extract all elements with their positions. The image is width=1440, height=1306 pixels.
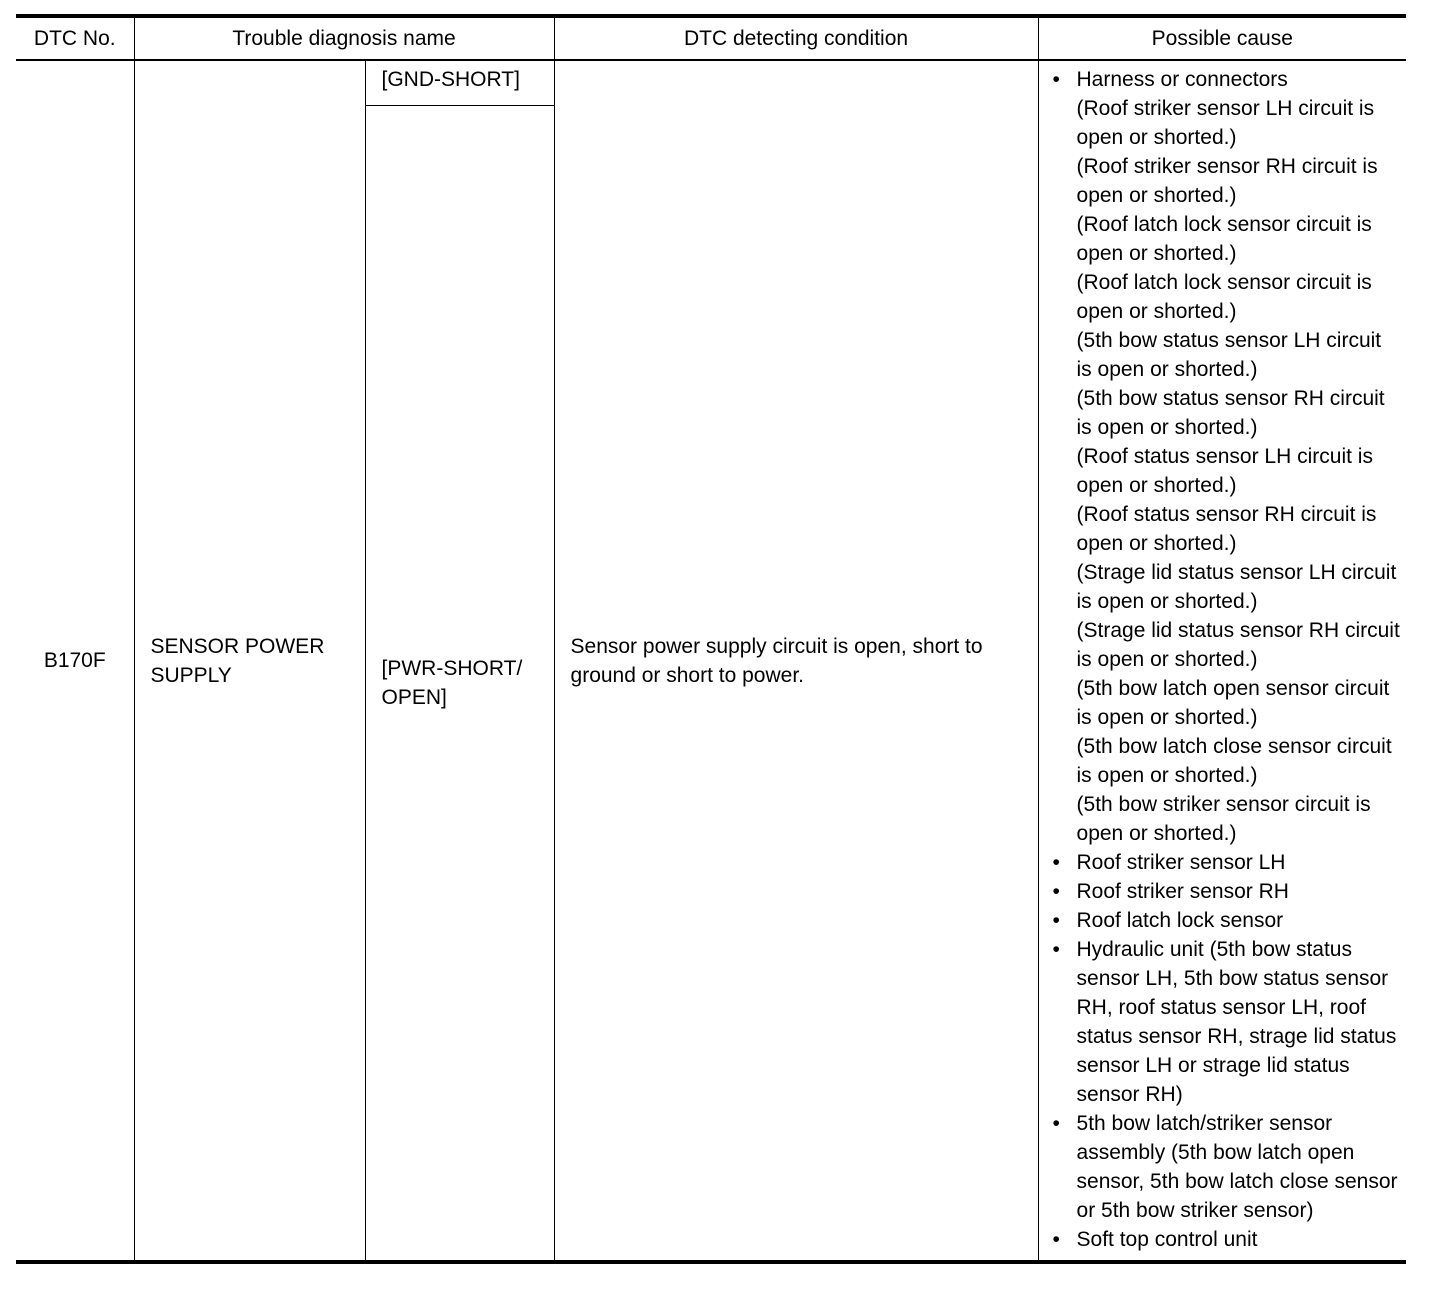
possible-cause-subitem: (Strage lid status sensor LH circuit is open or shorted.) bbox=[1076, 561, 1397, 613]
possible-cause-subitem: (5th bow latch open sensor circuit is open or shorted.) bbox=[1076, 677, 1390, 729]
possible-cause-item bbox=[1053, 65, 1401, 848]
trouble-name-cell: SENSOR POWER SUPPLY bbox=[134, 60, 365, 1262]
possible-cause-subitem: (Roof latch lock sensor circuit is open or shorted.) bbox=[1076, 213, 1372, 265]
possible-cause-item bbox=[1053, 906, 1401, 935]
possible-cause-subitem: (Roof latch lock sensor circuit is open or shorted.) bbox=[1076, 271, 1372, 323]
possible-cause-subitem: (5th bow latch close sensor circuit is open or shorted.) bbox=[1076, 735, 1392, 787]
bullet-icon: • bbox=[1052, 938, 1060, 961]
possible-cause-text: Roof latch lock sensor bbox=[1076, 909, 1284, 932]
possible-cause-item bbox=[1053, 848, 1401, 877]
detecting-condition-cell: Sensor power supply circuit is open, short to ground or short to power. bbox=[554, 60, 1038, 1262]
possible-cause-subitem: (Roof striker sensor LH circuit is open or shorted.) bbox=[1076, 97, 1375, 149]
header-possible-cause: Possible cause bbox=[1038, 16, 1406, 60]
bullet-icon: • bbox=[1052, 68, 1060, 91]
possible-cause-subitem: (5th bow status sensor LH circuit is open or shorted.) bbox=[1076, 329, 1382, 381]
possible-cause-text: Roof striker sensor LH bbox=[1076, 851, 1286, 874]
possible-cause-subitem: (Roof status sensor LH circuit is open or shorted.) bbox=[1076, 445, 1373, 497]
sub-name-gnd-short: [GND-SHORT] bbox=[365, 60, 554, 106]
header-dtc-detecting-condition: DTC detecting condition bbox=[554, 16, 1038, 60]
possible-cause-item bbox=[1053, 877, 1401, 906]
dtc-table bbox=[16, 14, 1406, 1264]
possible-cause-subitem: (Roof status sensor RH circuit is open or shorted.) bbox=[1076, 503, 1377, 555]
sub-name-pwr-short-open: [PWR-SHORT/ OPEN] bbox=[365, 106, 554, 1263]
dtc-number-cell: B170F bbox=[16, 60, 134, 1262]
possible-cause-subitem: (5th bow status sensor RH circuit is open or shorted.) bbox=[1076, 387, 1385, 439]
possible-cause-text: Hydraulic unit (5th bow status sensor LH, 5th bow status sensor RH, roof status sensor LH, roof status sensor RH, strage lid status sensor LH or strage lid status sensor RH) bbox=[1076, 938, 1397, 1106]
possible-cause-text: Roof striker sensor RH bbox=[1076, 880, 1289, 903]
possible-cause-subitem: (Roof striker sensor RH circuit is open or shorted.) bbox=[1076, 155, 1378, 207]
possible-cause-text: Soft top control unit bbox=[1076, 1228, 1258, 1251]
bullet-icon: • bbox=[1052, 880, 1060, 903]
bullet-icon: • bbox=[1052, 1112, 1060, 1135]
header-trouble-diagnosis-name: Trouble diagnosis name bbox=[134, 16, 554, 60]
table-header-row bbox=[16, 16, 1406, 60]
possible-cause-item bbox=[1053, 1225, 1401, 1254]
possible-cause-item bbox=[1053, 935, 1401, 1109]
possible-cause-list bbox=[1053, 65, 1401, 1254]
bullet-icon: • bbox=[1052, 1228, 1060, 1251]
bullet-icon: • bbox=[1052, 851, 1060, 874]
possible-cause-subitem: (5th bow striker sensor circuit is open or shorted.) bbox=[1076, 793, 1371, 845]
possible-cause-cell bbox=[1038, 60, 1406, 1262]
dtc-table-container bbox=[16, 14, 1406, 1264]
possible-cause-text: 5th bow latch/striker sensor assembly (5th bow latch open sensor, 5th bow latch close sensor or 5th bow striker sensor) bbox=[1076, 1112, 1398, 1222]
table-row bbox=[16, 60, 1406, 106]
bullet-icon: • bbox=[1052, 909, 1060, 932]
possible-cause-item bbox=[1053, 1109, 1401, 1225]
possible-cause-subitem: (Strage lid status sensor RH circuit is open or shorted.) bbox=[1076, 619, 1400, 671]
header-dtc-no: DTC No. bbox=[16, 16, 134, 60]
possible-cause-text: Harness or connectors bbox=[1076, 68, 1288, 91]
